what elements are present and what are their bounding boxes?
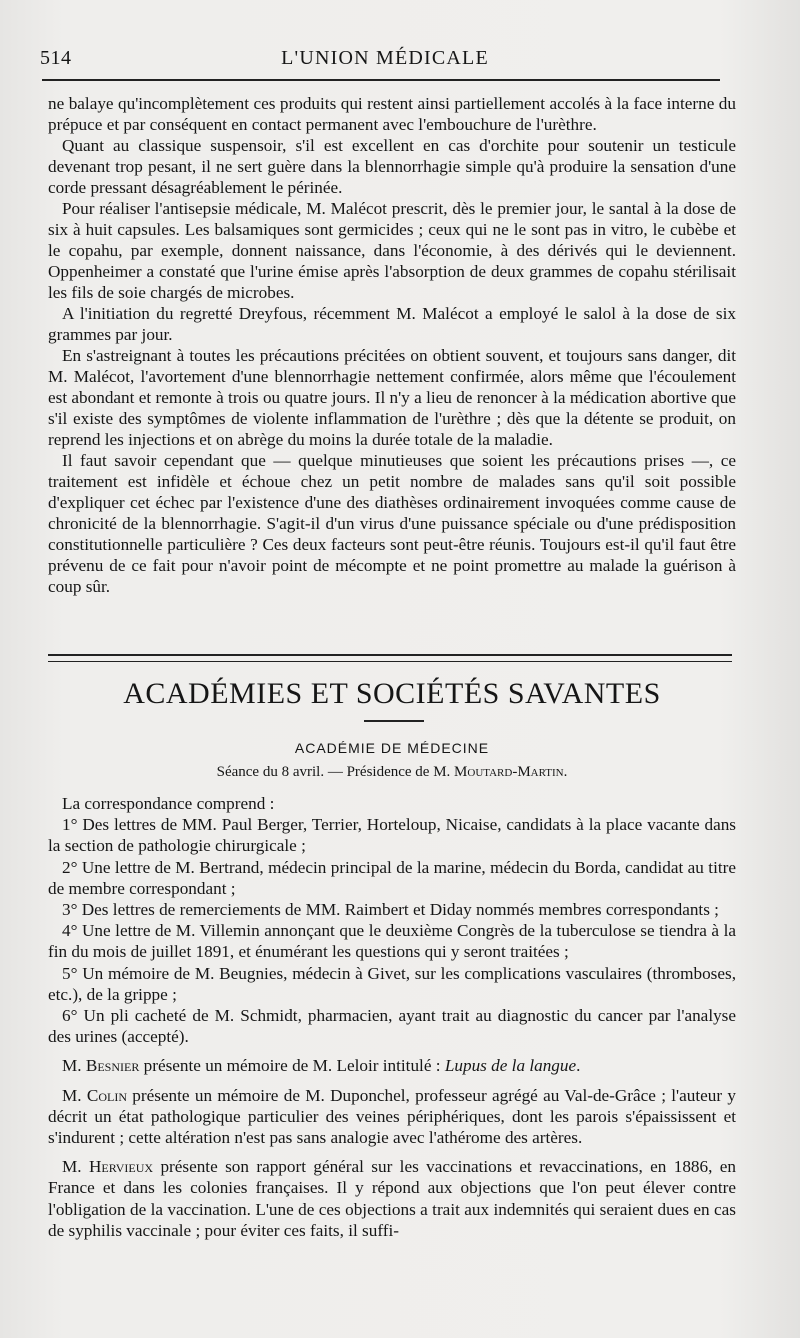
header-rule <box>42 79 720 81</box>
paragraph-text: . <box>576 1056 581 1076</box>
article-paragraph: En s'astreignant à toutes les précautions précitées on obtient souvent, et toujours sans danger, dit M. Malécot, l'avortement d'une blennorrhagie nettement confirmée, alors même que l'écoulement est abondant et remonte à trois ou quatre jours. Il n'y a lieu de renoncer à la médication abortive que s'il existe des symptômes de violente inflammation de l'urèthre ; dès que la détente se produit, on reprend les injections et on abrège du moins la durée totale de la maladie. <box>48 346 736 449</box>
running-head: L'UNION MÉDICALE <box>281 47 489 69</box>
correspondence-item: 6° Un pli cacheté de M. Schmidt, pharmacien, ayant trait au diagnostic du cancer par l'analyse des urines (accepté). <box>48 1006 736 1047</box>
session-prefix: Séance du 8 avril. — Présidence de M. <box>216 764 455 780</box>
hervieux-paragraph <box>48 1156 736 1241</box>
besnier-paragraph <box>48 1055 736 1076</box>
paragraph-text: présente un mémoire de M. Leloir intitulé : <box>139 1056 445 1076</box>
session-suffix: . <box>563 764 568 780</box>
page-number: 514 <box>40 47 72 69</box>
memoir-title: Lupus de la langue <box>444 1056 577 1076</box>
article-paragraph: A l'initiation du regretté Dreyfous, récemment M. Malécot a employé le salol à la dose de six grammes par jour. <box>48 304 736 344</box>
proceedings-body <box>48 793 736 1241</box>
correspondence-item: 5° Un mémoire de M. Beugnies, médecin à Givet, sur les complications vasculaires (thromboses, etc.), de la grippe ; <box>48 963 736 1004</box>
colin-paragraph <box>48 1085 736 1149</box>
title-rule <box>364 720 424 722</box>
section-divider <box>48 654 732 662</box>
article-paragraph: Pour réaliser l'antisepsie médicale, M. Malécot prescrit, dès le premier jour, le santal à la dose de six à huit capsules. Les balsamiques sont germicides ; ceux qui ne le sont pas in vitro, le cubèbe et le copahu, par exemple, donnent naissance, dans l'économie, à des dérivés qui le deviennent. Oppenheimer a constaté que l'urine émise après l'absorption de deux grammes de copahu stérilisait les fils de soie chargés de microbes. <box>48 199 736 302</box>
speaker-name: M. Hervieux <box>62 1157 154 1177</box>
section-title: ACADÉMIES ET SOCIÉTÉS SAVANTES <box>123 677 661 710</box>
session-president: Moutard-Martin <box>454 764 564 780</box>
correspondence-item: 3° Des lettres de remerciements de MM. Raimbert et Diday nommés membres correspondants ; <box>62 900 719 920</box>
correspondence-item: 4° Une lettre de M. Villemin annonçant que le deuxième Congrès de la tuberculose se tiendra à la fin du mois de juillet 1891, et énumérant les questions qui y seront traitées ; <box>48 921 736 962</box>
article-paragraph: ne balaye qu'incomplètement ces produits qui restent ainsi partiellement accolés à la face interne du prépuce et par conséquent en contact permanent avec l'embouchure de l'urèthre. <box>48 94 736 134</box>
section-subtitle: ACADÉMIE DE MÉDECINE <box>294 740 490 756</box>
correspondence-intro: La correspondance comprend : <box>62 794 275 813</box>
speaker-name: M. Colin <box>62 1085 127 1105</box>
paragraph-text: présente un mémoire de M. Duponchel, professeur agrégé au Val-de-Grâce ; l'auteur y décrit un état pathologique particulier des veines périphériques, dont les parois s'épaississent et s'indurent ; cette altération n'est pas sans analogie avec l'athérome des artères. <box>48 1085 736 1148</box>
article-paragraph: Il faut savoir cependant que — quelque minutieuses que soient les précautions prises —, ce traitement est infidèle et échoue chez un petit nombre de malades sans qu'il soit possible d'expliquer cet échec par l'existence d'une des diathèses ordinairement invoquées comme cause de chronicité de la blennorrhagie. S'agit-il d'un virus d'une puissance spéciale ou d'une prédisposition constitutionnelle particulière ? Ces deux facteurs sont peut-être réunis. Toujours est-il qu'il faut être prévenu de ce fait pour n'avoir point de mécompte et ne point promettre au malade la guérison à coup sûr. <box>48 451 736 596</box>
correspondence-item: 2° Une lettre de M. Bertrand, médecin principal de la marine, médecin du Borda, candidat au titre de membre correspondant ; <box>48 857 736 898</box>
session-line <box>48 764 736 781</box>
paragraph-text: présente son rapport général sur les vaccinations et revaccinations, en 1886, en France et dans les colonies françaises. Il y répond aux objections que l'on peut élever contre l'obligation de la vaccination. L'une de ces objections a trait aux indemnités qui seraient dues en cas de syphilis vaccinale ; pour éviter ces faits, il suffi- <box>48 1157 736 1240</box>
article-body <box>48 93 736 597</box>
speaker-name: M. Besnier <box>62 1056 140 1076</box>
article-paragraph: Quant au classique suspensoir, s'il est excellent en cas d'orchite pour soutenir un testicule devenant trop pesant, il ne sert guère dans la blennorrhagie simple qu'à produire la sensation d'une corde pressant désagréablement le périnée. <box>48 136 736 197</box>
page-header <box>40 44 730 74</box>
correspondence-item: 1° Des lettres de MM. Paul Berger, Terrier, Horteloup, Nicaise, candidats à la place vacante dans la section de pathologie chirurgicale ; <box>48 815 736 856</box>
